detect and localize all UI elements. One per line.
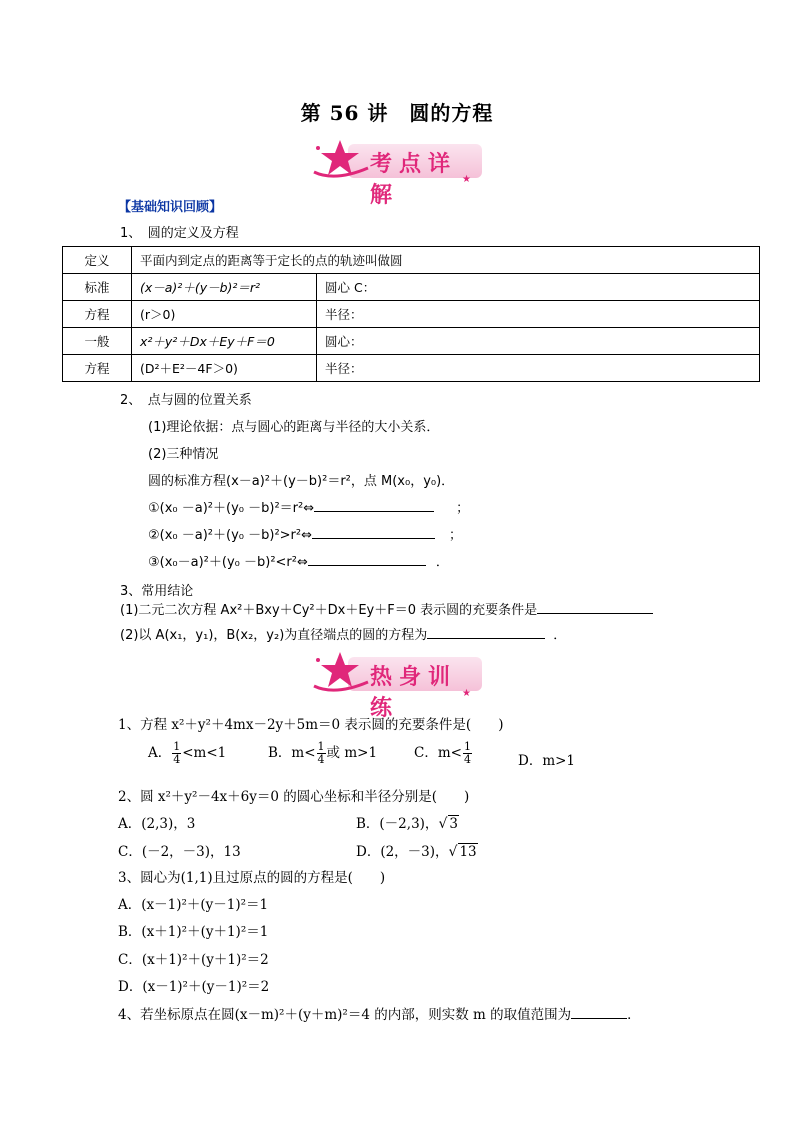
q1-option-c xyxy=(414,741,473,766)
banner-reshen-text: 热身训练 xyxy=(370,665,458,721)
q3-stem: 3、圆心为(1,1)且过原点的圆的方程是( ) xyxy=(118,870,386,886)
s3-line2-end: ． xyxy=(553,628,567,643)
q1-b-post: 或 m>1 xyxy=(326,745,378,761)
s2-case2-end: ； xyxy=(449,528,463,543)
s2-case2-text: ②(x₀ －a)²＋(y₀ －b)²>r²⇔ xyxy=(148,528,312,543)
frac-num: 1 xyxy=(317,740,325,753)
q1-a-pre: A． xyxy=(148,745,172,761)
sqrt-icon: √ xyxy=(448,844,458,860)
answer-blank xyxy=(314,511,434,512)
answer-blank xyxy=(308,565,426,566)
q1-option-d: D．m>1 xyxy=(518,753,576,769)
answer-blank xyxy=(312,538,435,539)
table-row-standard-2 xyxy=(63,301,760,328)
q1-option-a xyxy=(148,741,226,766)
banner-reshen xyxy=(312,652,484,721)
q4-end: ． xyxy=(627,1007,641,1023)
frac-den: 4 xyxy=(173,753,181,766)
s3-line2 xyxy=(120,624,566,643)
table-row-definition xyxy=(63,247,760,274)
std-label-2: 方程 xyxy=(63,301,132,328)
def-label: 定义 xyxy=(63,247,132,274)
frac-den: 4 xyxy=(317,753,325,766)
q2-option-a: A．(2,3)，3 xyxy=(118,816,196,832)
gen-center: 圆心： xyxy=(317,328,760,355)
s3-line2-text: (2)以 A(x₁，y₁)，B(x₂，y₂)为直径端点的圆的方程为 xyxy=(120,628,428,643)
s2-case3-end: ． xyxy=(435,555,449,570)
q2-option-c: C．(－2，－3)，13 xyxy=(118,844,241,860)
s2-line3: 圆的标准方程(x－a)²＋(y－b)²＝r²，点 M(x₀，y₀)． xyxy=(148,474,455,489)
q1-b-pre: B．m< xyxy=(268,745,316,761)
sqrt-icon: √ xyxy=(438,816,448,832)
gen-label-1: 一般 xyxy=(63,328,132,355)
frac-num: 1 xyxy=(173,740,181,753)
s2-line2: (2)三种情况 xyxy=(148,447,219,462)
def-text: 平面内到定点的距离等于定长的点的轨迹叫做圆 xyxy=(132,247,760,274)
fraction xyxy=(317,741,326,766)
answer-blank xyxy=(571,1018,627,1019)
star-icon xyxy=(310,650,370,696)
gen-cond: (D²＋E²－4F＞0) xyxy=(132,355,317,382)
q2-stem: 2、圆 x²＋y²－4x＋6y＝0 的圆心坐标和半径分别是( ) xyxy=(118,789,470,805)
q3-option-b: B．(x＋1)²＋(y＋1)²＝1 xyxy=(118,924,269,940)
s2-case3 xyxy=(148,551,449,570)
q4-stem-text: 4、若坐标原点在圆(x－m)²＋(y＋m)²＝4 的内部，则实数 m 的取值范围为 xyxy=(118,1007,572,1023)
s3-heading: 3、常用结论 xyxy=(120,584,194,599)
q1-a-post: <m<1 xyxy=(182,745,227,761)
answer-blank xyxy=(427,638,545,639)
q2-b-radicand: 3 xyxy=(449,816,458,832)
q2-d-radicand: 13 xyxy=(459,844,477,860)
std-center: 圆心 C： xyxy=(317,274,760,301)
star-icon xyxy=(310,138,370,182)
frac-den: 4 xyxy=(463,753,471,766)
answer-blank xyxy=(537,613,653,614)
q2-option-d xyxy=(356,840,478,860)
table-row-general-2 xyxy=(63,355,760,382)
s3-line1 xyxy=(120,599,653,618)
q4-stem xyxy=(118,1003,641,1023)
q1-option-b xyxy=(268,741,377,766)
circle-equation-table xyxy=(62,246,760,382)
s2-case3-text: ③(x₀－a)²＋(y₀ －b)²<r²⇔ xyxy=(148,555,308,570)
small-star-icon: ★ xyxy=(462,688,471,699)
std-radius: 半径： xyxy=(317,301,760,328)
std-label-1: 标准 xyxy=(63,274,132,301)
fraction xyxy=(463,741,472,766)
q3-option-d: D．(x－1)²＋(y－1)²＝2 xyxy=(118,979,270,995)
s2-case1 xyxy=(148,497,469,516)
page-title: 第 56 讲 圆的方程 xyxy=(300,101,494,125)
fraction xyxy=(172,741,181,766)
s2-case2 xyxy=(148,524,462,543)
q1-stem: 1、方程 x²＋y²＋4mx－2y＋5m＝0 表示圆的充要条件是( ) xyxy=(118,717,504,733)
std-formula: (x－a)²＋(y－b)²＝r² xyxy=(132,274,317,301)
s2-case1-end: ； xyxy=(456,501,470,516)
table-row-standard-1 xyxy=(63,274,760,301)
gen-radius: 半径： xyxy=(317,355,760,382)
q3-option-c: C．(x＋1)²＋(y＋1)²＝2 xyxy=(118,952,269,968)
s2-heading: 2、 点与圆的位置关系 xyxy=(120,393,252,408)
banner-kaodian-text: 考点详解 xyxy=(370,152,458,208)
frac-num: 1 xyxy=(463,740,471,753)
s2-case1-text: ①(x₀ －a)²＋(y₀ －b)²＝r²⇔ xyxy=(148,501,315,516)
s1-heading: 1、 圆的定义及方程 xyxy=(120,226,239,241)
s3-line1-text: (1)二元二次方程 Ax²＋Bxy＋Cy²＋Dx＋Ey＋F＝0 表示圆的充要条件是 xyxy=(120,603,538,618)
gen-label-2: 方程 xyxy=(63,355,132,382)
std-cond: (r＞0) xyxy=(132,301,317,328)
table-row-general-1 xyxy=(63,328,760,355)
q2-option-b xyxy=(356,812,459,832)
s2-line1: (1)理论依据：点与圆心的距离与半径的大小关系． xyxy=(148,420,440,435)
q2-d-pre: D．(2，－3)， xyxy=(356,844,449,860)
q3-option-a: A．(x－1)²＋(y－1)²＝1 xyxy=(118,897,269,913)
q2-b-pre: B．(－2,3)， xyxy=(356,816,439,832)
gen-formula: x²＋y²＋Dx＋Ey＋F＝0 xyxy=(132,328,317,355)
section-basic-heading: 【基础知识回顾】 xyxy=(118,200,223,215)
small-star-icon: ★ xyxy=(462,174,471,185)
q1-c-pre: C．m< xyxy=(414,745,462,761)
banner-kaodian xyxy=(312,140,484,208)
